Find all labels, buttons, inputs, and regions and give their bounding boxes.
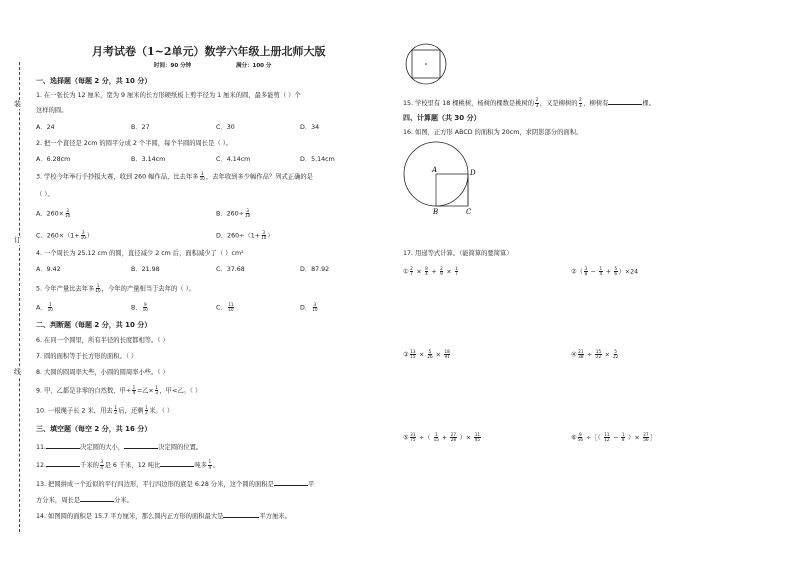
q4-option-b: B．21.98 (131, 266, 160, 273)
binding-line (19, 62, 20, 532)
q6-text: 6. 在同一个圆里，所有半径的长度都相等。（ ） (36, 337, 169, 344)
q4-option-d: D．87.92 (300, 266, 330, 273)
calc-3: ③ $\frac{13}{15}$ × $\frac{5}{26}$ × $\frac{18}{91}$ (403, 349, 450, 360)
q13-blank-1[interactable] (274, 479, 308, 486)
q5-option-c: C． $\frac{11}{10}$ (216, 302, 234, 313)
q3-fraction: $\frac{3}{10}$ (199, 171, 205, 182)
q10-text: 10. 一根绳子长 2 米，用去 $\frac{1}{2}$ 后，还剩 $\frac{1}{2}$ 米。（ ） (36, 405, 174, 416)
label-d: D (470, 169, 476, 177)
q3-text-a: 3. 学校今年举行手抄报大赛，收到 260 幅作品，比去年多 (36, 173, 199, 181)
q16-figure (402, 142, 482, 218)
q2-option-b: B．3.14cm (131, 156, 166, 163)
q9-text: 9. 甲、乙都是非零的自然数，甲÷ $\frac{1}{4}$ =乙× $\frac{1}{3}$ ，甲<乙。（ ） (36, 385, 202, 396)
binding-char-xian: 线 (14, 368, 21, 376)
q15-blank[interactable] (608, 98, 642, 105)
q13-line1: 13. 把圆拼成一个近似的平行四边形，平行四边形的底是 6.28 分米，这个圆的面积是 平 (36, 481, 315, 488)
q1-option-c: C．30 (216, 124, 235, 131)
q2-option-d: D．5.14cm (300, 156, 335, 163)
q5-option-b: B． $\frac{9}{10}$ (131, 302, 148, 313)
circle-square-figure (404, 42, 448, 86)
q13-line2: 方分米，周长是 分米。 (36, 497, 133, 504)
q12-text: 12. 千米的 $\frac{3}{4}$ 是 6 千米，12 吨比 吨多 $\frac{1}{4}$ 。 (36, 459, 219, 470)
q1-option-a: A．24 (36, 124, 55, 131)
binding-char-zhuang: 装 (14, 100, 21, 108)
q3-option-d: D．260÷（1+ $\frac{3}{10}$ ） (216, 230, 274, 241)
q3-option-c: C．260×（1+ $\frac{3}{10}$ ） (36, 230, 94, 241)
q3-text-b: ，去年收到多少幅作品？列式正确的是 (205, 173, 313, 181)
q12-blank-2[interactable] (160, 460, 194, 467)
score-label: 满分：100 分 (236, 63, 272, 69)
q7-text: 7. 圆的面积等于长方形的面积。（ ） (36, 353, 138, 360)
q12-blank-1[interactable] (46, 460, 80, 467)
label-b: B (433, 208, 439, 216)
q11-text: 11. 决定圆的大小， 决定圆的位置。 (36, 444, 203, 451)
figure-center-dot (425, 63, 427, 65)
q5-fraction: $\frac{1}{10}$ (95, 283, 101, 294)
q4-text: 4. 一个周长为 25.12 cm 的圆，直径减少 2 cm 后，面积减少了（ ）cm² (36, 250, 244, 257)
calc-6: ⑥ $\frac{9}{56}$ ÷［（ $\frac{11}{12}$ − $\frac{1}{8}$ ）× $\frac{27}{56}$ ］ (571, 432, 657, 443)
q5-option-a: A． $\frac{1}{10}$ (36, 302, 53, 313)
section-4-title: 四、计算题（共 30 分） (403, 114, 481, 122)
q2-text: 2. 把一个直径是 2cm 的圆平分成 2 个半圆，每个半圆的周长是（ ）。 (36, 140, 233, 147)
q2-option-a: A．6.28cm (36, 156, 71, 163)
q4-option-c: C．37.68 (216, 266, 245, 273)
section-1-title: 一、选择题（每题 2 分，共 10 分） (36, 77, 152, 85)
q4-option-a: A．9.42 (36, 266, 61, 273)
q17-text: 17. 用递等式计算。（能简算的要简算） (403, 250, 513, 257)
q8-text: 8. 大圆的圆周率大些，小圆的圆周率小些。（ ） (36, 369, 169, 376)
q3-option-a: A．260× $\frac{3}{10}$ (36, 208, 71, 219)
q11-blank-2[interactable] (124, 442, 158, 449)
binding-char-ding: 订 (14, 236, 21, 244)
q1-line1: 1. 在一张长为 12 厘米，宽为 9 厘米的长方形硬纸板上剪半径为 1 厘米的圆，最多能剪（ ）个 (36, 92, 301, 99)
q16-text: 16. 如图，正方形 ABCD 的面积为 20cm，求阴影部分的面积。 (403, 129, 583, 136)
q11-blank-1[interactable] (46, 442, 80, 449)
calc-4: ④ $\frac{21}{38}$ ÷ $\frac{15}{22}$ × $\frac{5}{22}$ (571, 349, 619, 360)
q5-text: 5. 今年产量比去年多 $\frac{1}{10}$ ，今年的产量相当于去年的（ ）。 (36, 283, 196, 294)
section-3-title: 三、填空题（每空 2 分，共 16 分） (36, 425, 152, 433)
label-a: A (432, 166, 438, 174)
q1-line2: 这样的圆。 (36, 107, 68, 114)
q13-blank-2[interactable] (80, 495, 114, 502)
q2-option-c: C．4.14cm (216, 156, 251, 163)
calc-2: ②（ $\frac{3}{8}$ − $\frac{1}{4}$ + $\frac{5}{6}$ ）×24 (571, 266, 639, 277)
time-label: 时间：90 分钟 (154, 63, 192, 69)
label-c: C (466, 208, 472, 216)
q15-text: 15. 学校里有 18 棵桃树，杨树的棵数是桃树的 $\frac{2}{3}$ ，又是柳树的 $\frac{2}{3}$ ，柳树有 棵。 (403, 97, 655, 108)
q3-line2: （ ）。 (36, 191, 54, 198)
q14-text: 14. 如图圆的面积是 15.7 平方厘米，那么圆内正方形的面积最大是 平方厘米。 (36, 513, 291, 520)
page-title: 月考试卷（1~2单元）数学六年级上册北师大版 (92, 45, 326, 58)
q14-blank[interactable] (223, 511, 259, 518)
q1-option-b: B．27 (131, 124, 150, 131)
calc-5: ⑤ $\frac{31}{75}$ ÷（ $\frac{1}{15}$ + $\frac{27}{28}$ ）× $\frac{11}{45}$ (403, 432, 481, 443)
q3-line1 (36, 172, 313, 181)
section-2-title: 二、判断题（每题 2 分，共 10 分） (36, 321, 152, 329)
q5-option-d: D． $\frac{3}{10}$ (300, 302, 318, 313)
calc-1: ① $\frac{2}{7}$ × $\frac{9}{4}$ + $\frac{2}{9}$ × $\frac{1}{7}$ (403, 266, 458, 277)
q1-option-d: D．34 (300, 124, 320, 131)
square-fill (436, 174, 468, 206)
q3-option-b: B．260÷ $\frac{3}{10}$ (216, 208, 251, 219)
